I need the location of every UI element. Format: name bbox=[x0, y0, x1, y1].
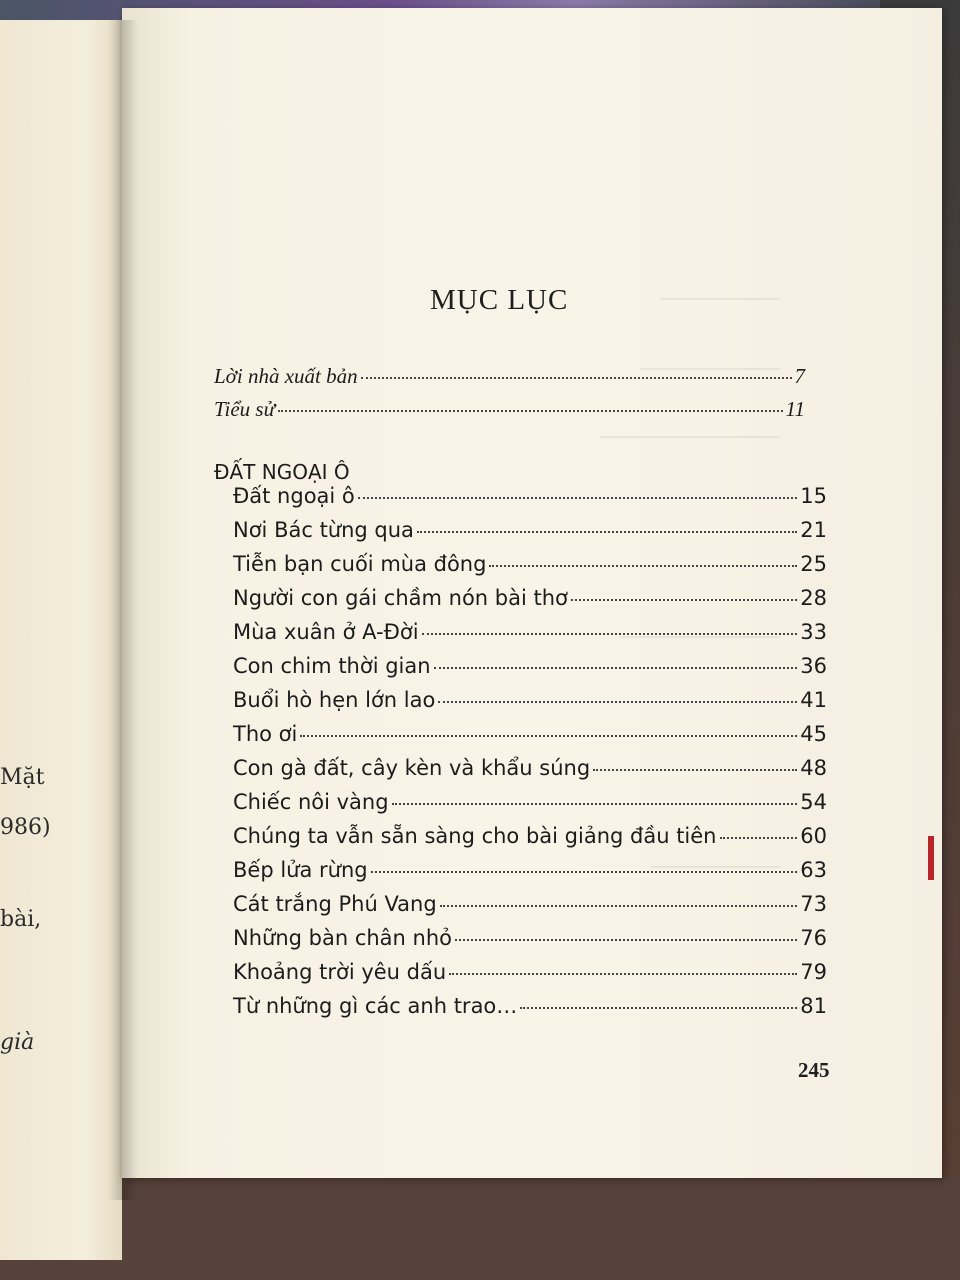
toc-entry-label: Tiểu sử bbox=[214, 397, 276, 421]
toc-entry[interactable] bbox=[233, 484, 827, 514]
toc-entry-label: Chúng ta vẫn sẵn sàng cho bài giảng đầu tiên bbox=[233, 824, 717, 848]
toc-leader-dots bbox=[720, 837, 798, 839]
toc-leader-dots bbox=[422, 633, 798, 635]
toc-entry-label: Từ những gì các anh trao… bbox=[233, 994, 518, 1018]
toc-entry-page: 48 bbox=[800, 756, 827, 780]
left-page-fragment: bài, bbox=[0, 907, 42, 932]
toc-entry-label: Tiễn bạn cuối mùa đông bbox=[233, 552, 487, 576]
toc-entry-page: 11 bbox=[785, 397, 805, 421]
toc-entry[interactable] bbox=[214, 364, 805, 394]
toc-leader-dots bbox=[593, 769, 797, 771]
toc-leader-dots bbox=[361, 377, 792, 379]
toc-entry-page: 73 bbox=[800, 892, 827, 916]
toc-entry-page: 79 bbox=[800, 960, 827, 984]
toc-entry[interactable] bbox=[233, 824, 827, 854]
toc-leader-dots bbox=[300, 735, 797, 737]
toc-entry[interactable] bbox=[233, 552, 827, 582]
toc-entry-label: Đất ngoại ô bbox=[233, 484, 355, 508]
toc-leader-dots bbox=[449, 973, 797, 975]
toc-entry[interactable] bbox=[233, 790, 827, 820]
toc-entry-label: Tho ơi bbox=[233, 722, 298, 746]
toc-entry-page: 54 bbox=[800, 790, 827, 814]
toc-entry-page: 60 bbox=[800, 824, 827, 848]
toc-entry-page: 21 bbox=[800, 518, 827, 542]
toc-entry-label: Con chim thời gian bbox=[233, 654, 431, 678]
toc-leader-dots bbox=[417, 531, 797, 533]
toc-leader-dots bbox=[358, 497, 798, 499]
toc-entry-page: 25 bbox=[800, 552, 827, 576]
toc-leader-dots bbox=[489, 565, 797, 567]
toc-entry-page: 15 bbox=[800, 484, 827, 508]
toc-entry-label: Con gà đất, cây kèn và khẩu súng bbox=[233, 756, 591, 780]
toc-entry[interactable] bbox=[233, 518, 827, 548]
toc-entry[interactable] bbox=[214, 397, 805, 427]
toc-entry-page: 36 bbox=[800, 654, 827, 678]
left-page-fragment: 986) bbox=[0, 815, 51, 840]
toc-entry-label: Khoảng trời yêu dấu bbox=[233, 960, 447, 984]
toc-entry[interactable] bbox=[233, 926, 827, 956]
toc-leader-dots bbox=[438, 701, 797, 703]
left-book-page bbox=[0, 20, 122, 1260]
toc-leader-dots bbox=[440, 905, 798, 907]
toc-leader-dots bbox=[455, 939, 797, 941]
toc-entry[interactable] bbox=[233, 688, 827, 718]
toc-leader-dots bbox=[434, 667, 798, 669]
toc-entry-label: Lời nhà xuất bản bbox=[214, 364, 358, 388]
toc-entry[interactable] bbox=[233, 722, 827, 752]
toc-entry-page: 33 bbox=[800, 620, 827, 644]
toc-entry-label: Người con gái chầm nón bài thơ bbox=[233, 586, 568, 610]
toc-leader-dots bbox=[392, 803, 798, 805]
book-spine-shadow bbox=[108, 20, 138, 1200]
desk-background-bottom bbox=[0, 1175, 960, 1280]
toc-entry-label: Chiếc nôi vàng bbox=[233, 790, 389, 814]
toc-entry[interactable] bbox=[233, 858, 827, 888]
toc-entry-page: 41 bbox=[800, 688, 827, 712]
toc-entry-label: Những bàn chân nhỏ bbox=[233, 926, 453, 950]
toc-leader-dots bbox=[278, 410, 782, 412]
section-heading: ĐẤT NGOẠI Ô bbox=[214, 460, 350, 484]
bookmark-ribbon bbox=[928, 836, 934, 880]
toc-leader-dots bbox=[371, 871, 798, 873]
toc-leader-dots bbox=[520, 1007, 797, 1009]
toc-entry[interactable] bbox=[233, 654, 827, 684]
toc-entry[interactable] bbox=[233, 960, 827, 990]
left-page-fragment: Mặt bbox=[0, 765, 45, 790]
page-number: 245 bbox=[798, 1058, 830, 1082]
toc-entry[interactable] bbox=[233, 586, 827, 616]
toc-entry-page: 63 bbox=[800, 858, 827, 882]
toc-entry-label: Buổi hò hẹn lớn lao bbox=[233, 688, 436, 712]
toc-entry[interactable] bbox=[233, 620, 827, 650]
toc-leader-dots bbox=[571, 599, 797, 601]
toc-entry-label: Nơi Bác từng qua bbox=[233, 518, 414, 542]
toc-entry-page: 81 bbox=[800, 994, 827, 1018]
left-page-fragment: già bbox=[0, 1030, 35, 1055]
toc-entry-label: Mùa xuân ở A-Đời bbox=[233, 620, 419, 644]
bleed-through-mark bbox=[660, 282, 780, 300]
toc-entry-page: 7 bbox=[794, 364, 805, 388]
toc-entry-page: 28 bbox=[800, 586, 827, 610]
page-title: MỤC LỤC bbox=[430, 284, 569, 316]
toc-entry-label: Bếp lửa rừng bbox=[233, 858, 368, 882]
toc-entry[interactable] bbox=[233, 892, 827, 922]
toc-entry-page: 45 bbox=[800, 722, 827, 746]
toc-entry[interactable] bbox=[233, 756, 827, 786]
toc-entry[interactable] bbox=[233, 994, 827, 1024]
toc-entry-label: Cát trắng Phú Vang bbox=[233, 892, 437, 916]
toc-entry-page: 76 bbox=[800, 926, 827, 950]
